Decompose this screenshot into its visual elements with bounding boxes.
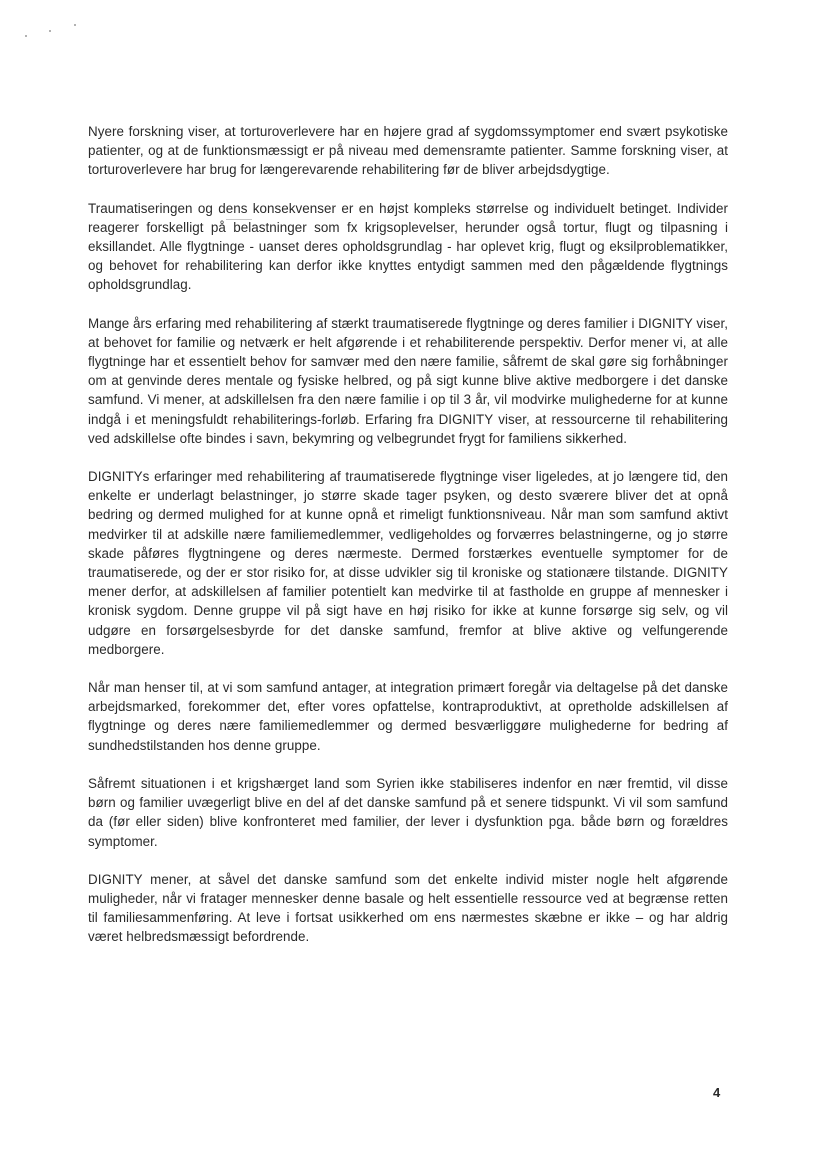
paragraph-research: Nyere forskning viser, at torturoverlevere har en højere grad af sygdomssymptomer end svært psykotiske patienter, og at de funktionsmæssigt er på niveau med demensramte patienter. Samme forskning viser, at torturoverlevere har brug for længerevarende rehabilitering før de bliver arbejdsdygtige. bbox=[88, 124, 728, 178]
paragraph-syria-situation: Såfremt situationen i et krigshærget land som Syrien ikke stabiliseres indenfor en nær fremtid, vil disse børn og familier uvægerligt blive en del af det danske samfund på et senere tidspunkt. Vi vil som samfund da (før eller siden) blive konfronteret med familier, der lever i dysfunktion pga. både børn og forældres symptomer. bbox=[88, 775, 728, 849]
paragraph-dignity-experience: DIGNITYs erfaringer med rehabilitering af traumatiserede flygtninge viser ligeledes, at jo længere tid, den enkelte er underlagt belastninger, jo større skade tager psyken, og desto sværere bliver det at opnå bedring og dermed mulighed for at kunne opnå et rimeligt funktionsniveau. Når man som samfund aktivt medvirker til at adskille nære familiemedlemmer, vedligeholdes og forværres belastningerne, og jo større skade påføres flygtningene og deres nærmeste. Dermed forstærkes eventuelle symptomer for de traumatiserede, og der er stor risiko for, at disse udvikler sig til kroniske og stationære tilstande. DIGNITY mener derfor, at adskillelsen af familier potentielt kan medvirke til at fastholde en gruppe af mennesker i kronisk sygdom. Denne gruppe vil på sigt have en høj risiko for ikke at kunne forsørge sig selv, og vil udgøre en forsørgelsesbyrde for det danske samfund, fremfor at blive aktive og velfungerende medborgere. bbox=[88, 469, 728, 657]
paragraph-integration: Når man henser til, at vi som samfund antager, at integration primært foregår via deltagelse på det danske arbejdsmarked, forekommer det, efter vores opfattelse, kontraproduktivt, at opretholde adskillelsen af flygtninge og deres nære familiemedlemmer og dermed besværliggøre mulighederne for bedring af sundhedstilstanden hos denne gruppe. bbox=[88, 680, 728, 753]
scan-artifact bbox=[25, 35, 27, 37]
paragraph-conclusion: DIGNITY mener, at såvel det danske samfund som det enkelte individ mister nogle helt afgørende muligheder, når vi fratager mennesker denne basale og helt essentielle ressource ved at begrænse retten til familiesammenføring. At leve i fortsat usikkerhed om ens nærmestes skæbne er ikke – og har aldrig været helbredsmæssigt befordrende. bbox=[88, 871, 728, 945]
scan-artifact bbox=[49, 30, 51, 32]
body-text bbox=[88, 122, 728, 966]
scan-artifact bbox=[74, 24, 76, 26]
paragraph-family-network: Mange års erfaring med rehabilitering af stærkt traumatiserede flygtninge og deres familier i DIGNITY viser, at behovet for familie og netværk er helt afgørende i et rehabiliterende perspektiv. Derfor mener vi, at alle flygtninge har et essentielt behov for samvær med den nære familie, såfremt de skal gøre sig forhåbninger om at genvinde deres mentale og fysiske helbred, og på sigt kunne blive aktive medborgere i det danske samfund. Vi mener, at adskillelsen fra den nære familie i op til 3 år, vil modvirke mulighederne for at kunne indgå i et meningsfuldt rehabiliterings-forløb. Erfaring fra DIGNITY viser, at ressourcerne til rehabilitering ved adskillelse ofte bindes i savn, bekymring og velbegrundet frygt for familiens sikkerhed. bbox=[88, 315, 728, 446]
paragraph-traumatization: Traumatiseringen og dens konsekvenser er en højst kompleks størrelse og individuelt betinget. Individer reagerer forskelligt på belastninger som fx krigsoplevelser, herunder også tortur, flugt og tilpasning i eksillandet. Alle flygtninge - uanset deres opholdsgrundlag - har oplevet krig, flugt og eksilproblematikker, og behovet for rehabilitering kan derfor ikke knyttes entydigt sammen med den pågældende flygtnings opholdsgrundlag. bbox=[88, 200, 728, 293]
page-number: 4 bbox=[713, 1085, 721, 1100]
